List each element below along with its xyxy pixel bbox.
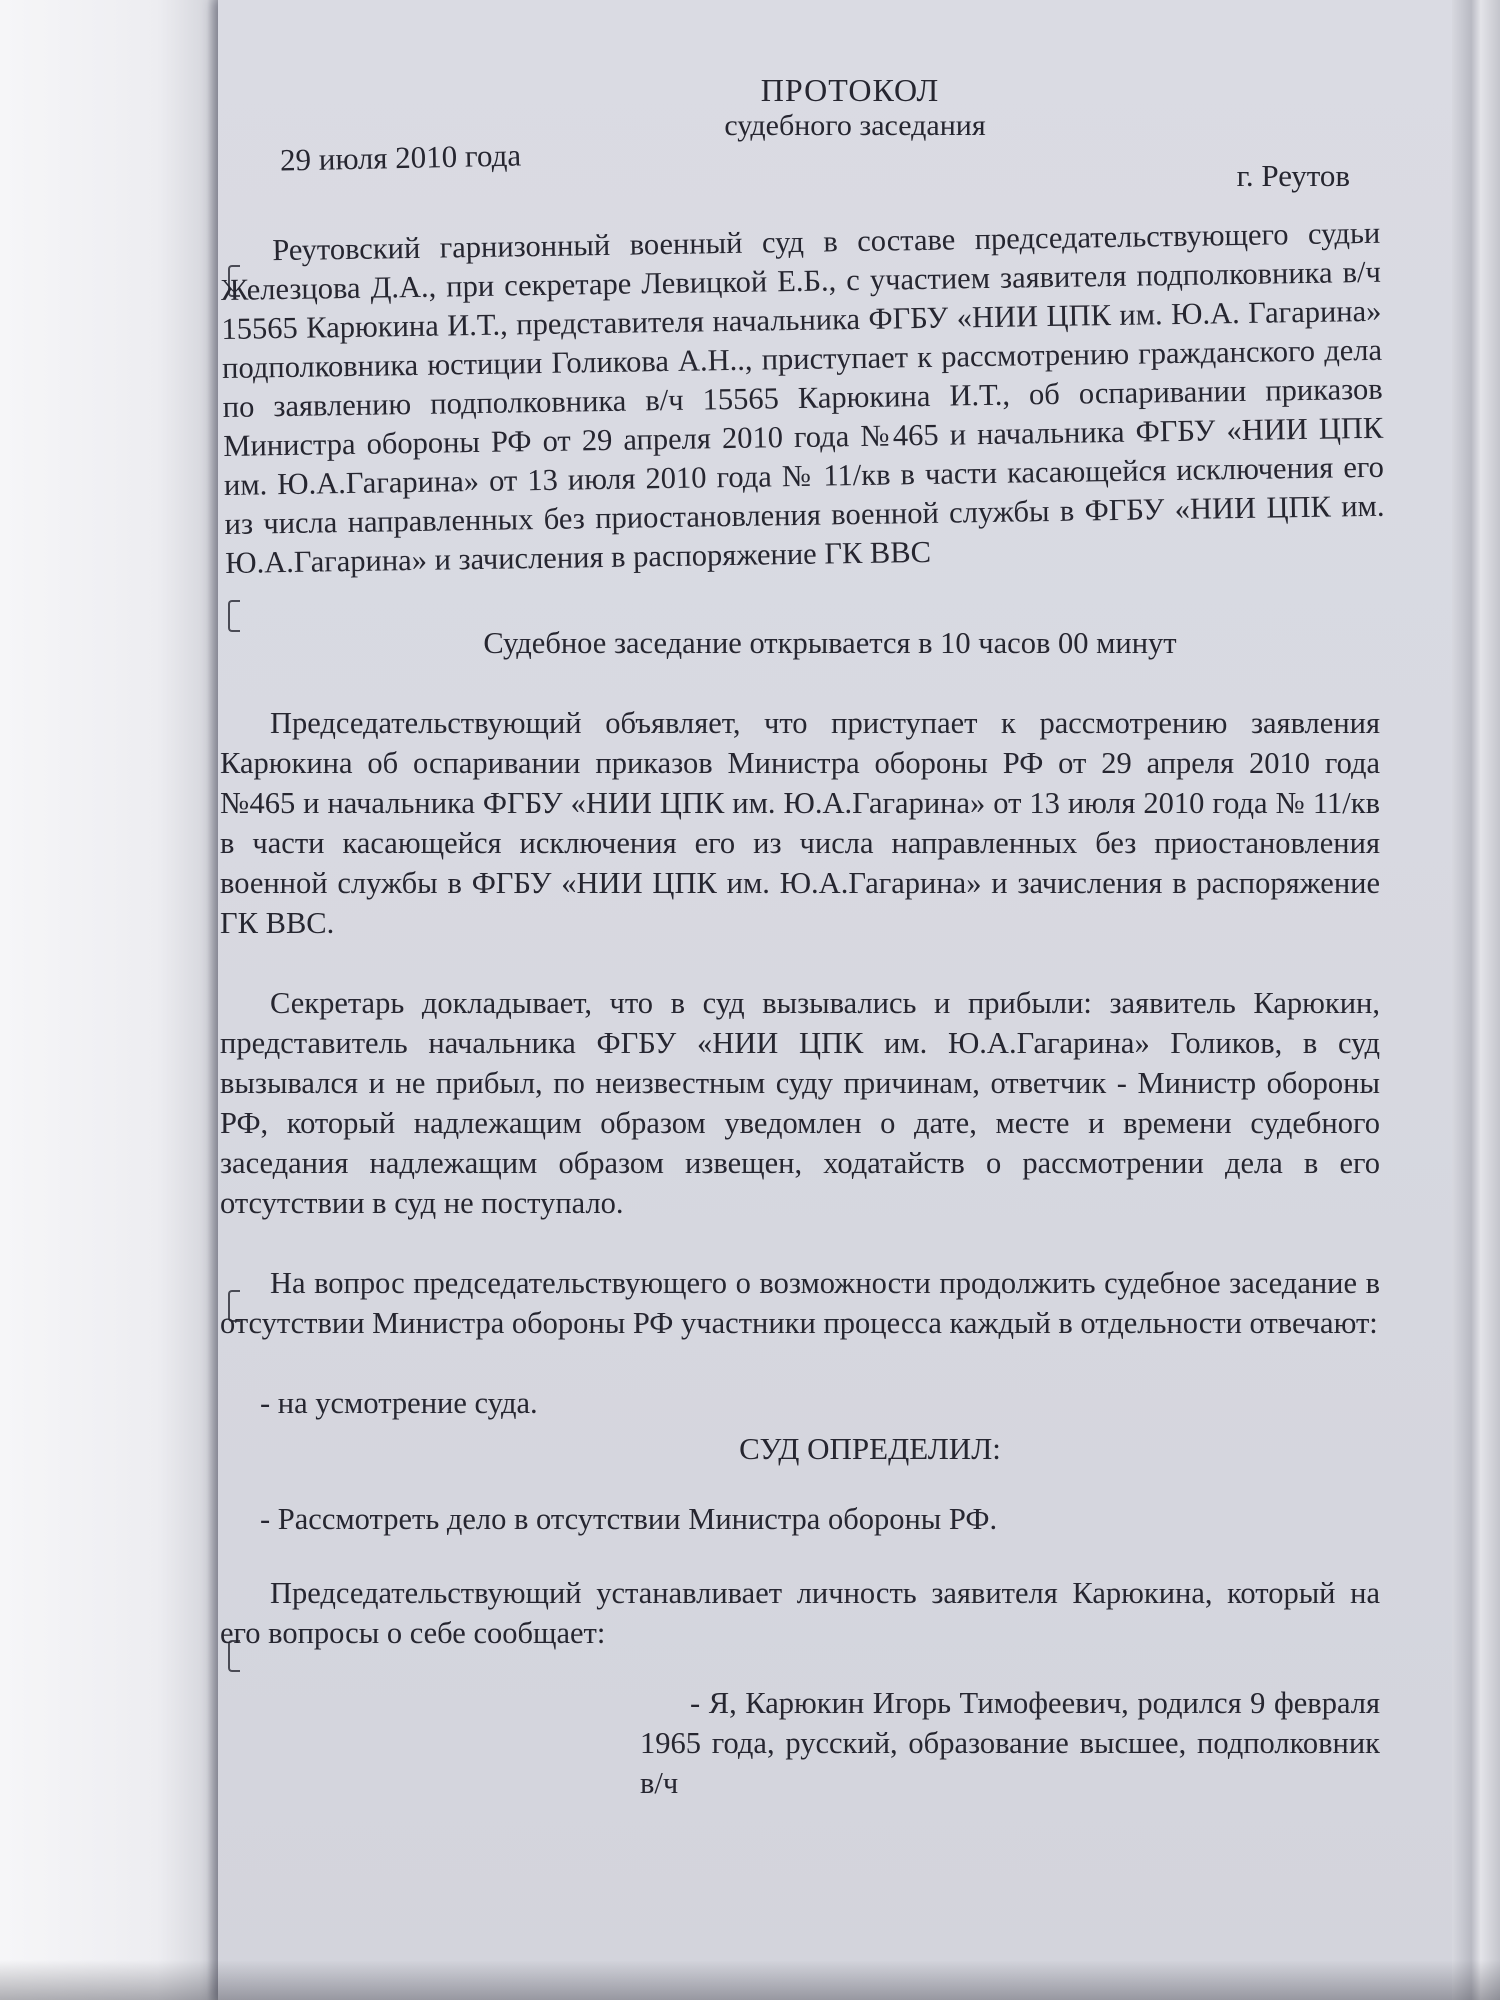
question-paragraph: На вопрос председательствующего о возможности продолжить судебное заседание в отсутствии Министра обороны РФ участники процесса каждый в отдельности отвечают: bbox=[220, 1266, 1380, 1340]
document-subtitle: судебного заседания bbox=[724, 109, 986, 142]
document-title: ПРОТОКОЛ bbox=[760, 72, 940, 108]
presiding-announcement: Председательствующий объявляет, что приступает к рассмотрению заявления Карюкина об оспаривании приказов Министра обороны РФ от 29 апреля 2010 года №465 и начальника ФГБУ «НИИ ЦПК им. Ю.А.Гагарина» от 13 июля 2010 года № 11/кв в части касающейся исключения его из числа направленных без приостановления военной службы в ФГБУ «НИИ ЦПК им. Ю.А.Гагарина» и зачисления в распоряжение ГК ВВС. bbox=[220, 706, 1380, 940]
date-place-row bbox=[220, 137, 1380, 193]
identity-statement: - Я, Карюкин Игорь Тимофеевич, родился 9 февраля 1965 года, русский, образование высшее, подполковник в/ч bbox=[640, 1686, 1380, 1800]
opening-line: Судебное заседание открывается в 10 часов 00 минут bbox=[483, 626, 1177, 660]
identity-intro: Председательствующий устанавливает личность заявителя Карюкина, который на его вопросы о себе сообщает: bbox=[220, 1576, 1380, 1650]
session-date: 29 июля 2010 года bbox=[279, 137, 522, 178]
bottom-shadow bbox=[0, 1960, 1500, 2000]
participants-answer: - на усмотрение суда. bbox=[260, 1386, 538, 1420]
protocol-document bbox=[220, 70, 1385, 1803]
session-city: г. Реутов bbox=[1236, 158, 1350, 193]
court-decided-heading: СУД ОПРЕДЕЛИЛ: bbox=[739, 1431, 1001, 1466]
previous-page-edge bbox=[0, 0, 225, 2000]
stacked-pages-edge bbox=[1452, 0, 1500, 2000]
secretary-report: Секретарь докладывает, что в суд вызывались и прибыли: заявитель Карюкин, представитель начальника ФГБУ «НИИ ЦПК им. Ю.А.Гагарина» Голиков, в суд вызывался и не прибыл, по неизвестным суду причинам, ответчик - Министр обороны РФ, который надлежащим образом уведомлен о дате, месте и времени судебного заседания надлежащим образом извещен, ходатайств о рассмотрении дела в его отсутствии в суд не поступало. bbox=[220, 986, 1380, 1220]
intro-paragraph: Реутовский гарнизонный военный суд в составе председательствующего судьи Железцова Д.А., при секретаре Левицкой Е.Б., с участием заявителя подполковника в/ч 15565 Карюкина И.Т., представителя начальника ФГБУ «НИИ ЦПК им. Ю.А. Гагарина» подполковника юстиции Голикова А.Н.., приступает к рассмотрению гражданского дела по заявлению подполковника в/ч 15565 Карюкина И.Т., об оспаривании приказов Министра обороны РФ от 29 апреля 2010 года №465 и начальника ФГБУ «НИИ ЦПК им. Ю.А.Гагарина» от 13 июля 2010 года № 11/кв в части касающейся исключения его из числа направленных без приостановления военной службы в ФГБУ «НИИ ЦПК им. Ю.А.Гагарина» и зачисления в распоряжение ГК ВВС bbox=[220, 215, 1385, 580]
court-decision: - Рассмотреть дело в отсутствии Министра обороны РФ. bbox=[260, 1502, 998, 1536]
